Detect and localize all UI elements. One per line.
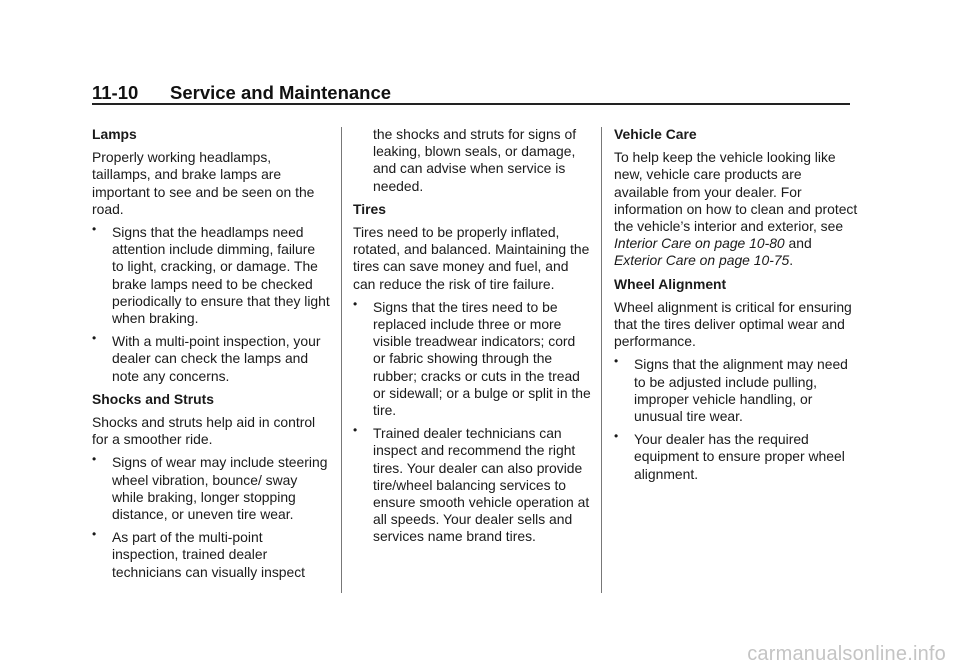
- shocks-bullet-1: • Signs of wear may include steering wheel vibration, bounce/ sway while braking, longer stopping distance, or uneven tire wear.: [92, 454, 330, 523]
- tires-heading: Tires: [353, 200, 386, 217]
- lamps-paragraph: Properly working headlamps, taillamps, and brake lamps are important to see and be seen on the road.: [92, 149, 315, 217]
- column-1: [92, 126, 330, 587]
- exterior-care-link[interactable]: Exterior Care on page 10-75: [614, 252, 790, 269]
- vehicle-care-and: and: [784, 235, 812, 252]
- lamps-bullet-1: • Signs that the headlamps need attention include dimming, failure to light, cracking, or damage. The brake lamps need to be checked periodically to ensure that they light when braking.: [92, 224, 330, 327]
- watermark: carmanualsonline.info: [747, 643, 946, 665]
- tires-bullet-1: • Signs that the tires need to be replaced include three or more visible treadwear indicators; cord or fabric showing through the rubber; cracks or cuts in the tread or sidewall; or a bulge or split in the tire.: [353, 299, 591, 419]
- wheel-alignment-heading: Wheel Alignment: [614, 275, 727, 292]
- lamps-heading: Lamps: [92, 126, 137, 142]
- column-divider-2: [601, 127, 602, 593]
- page-number: 11-10: [92, 82, 139, 103]
- column-divider-1: [341, 127, 342, 593]
- column-2: [353, 126, 591, 552]
- alignment-bullet-1: • Signs that the alignment may need to be adjusted include pulling, improper vehicle handling, or unusual tire wear.: [614, 356, 859, 425]
- section-title: Service and Maintenance: [170, 82, 392, 103]
- tires-bullet-list: [353, 299, 591, 546]
- header-rule: [92, 103, 850, 105]
- lamps-bullet-list: [92, 224, 330, 385]
- vehicle-care-heading: Vehicle Care: [614, 126, 697, 142]
- tires-bullet-2: • Trained dealer technicians can inspect and recommend the right tires. Your dealer can also provide tire/wheel balancing services to ensure smooth vehicle operation at all speeds. Your dealer sells and services name brand tires.: [353, 425, 591, 545]
- shocks-bullet-list: [92, 454, 330, 580]
- shocks-paragraph: Shocks and struts help aid in control for a smoother ride.: [92, 414, 316, 448]
- shocks-bullet-2: • As part of the multi-point inspection, trained dealer technicians can visually inspect: [92, 529, 330, 581]
- vehicle-care-text: To help keep the vehicle looking like new, vehicle care products are available from your dealer. For information on how to clean and protect the vehicle’s interior and exterior, see: [614, 149, 858, 235]
- page-header: [92, 82, 850, 104]
- vehicle-care-paragraph: [614, 149, 859, 269]
- vehicle-care-end: .: [789, 252, 794, 269]
- tires-paragraph: Tires need to be properly inflated, rotated, and balanced. Maintaining the tires can save money and fuel, and can reduce the risk of tire failure.: [353, 224, 590, 292]
- wheel-alignment-paragraph: Wheel alignment is critical for ensuring that the tires deliver optimal wear and performance.: [614, 298, 852, 350]
- alignment-bullet-list: [614, 356, 859, 482]
- shocks-bullet-continuation: the shocks and struts for signs of leaking, blown seals, or damage, and can advise when service is needed.: [373, 126, 577, 194]
- alignment-bullet-2: • Your dealer has the required equipment to ensure proper wheel alignment.: [614, 431, 859, 483]
- column-3: [614, 126, 859, 489]
- interior-care-link[interactable]: Interior Care on page 10-80: [614, 235, 785, 252]
- shocks-heading: Shocks and Struts: [92, 390, 214, 407]
- lamps-bullet-2: • With a multi-point inspection, your dealer can check the lamps and note any concerns.: [92, 333, 330, 385]
